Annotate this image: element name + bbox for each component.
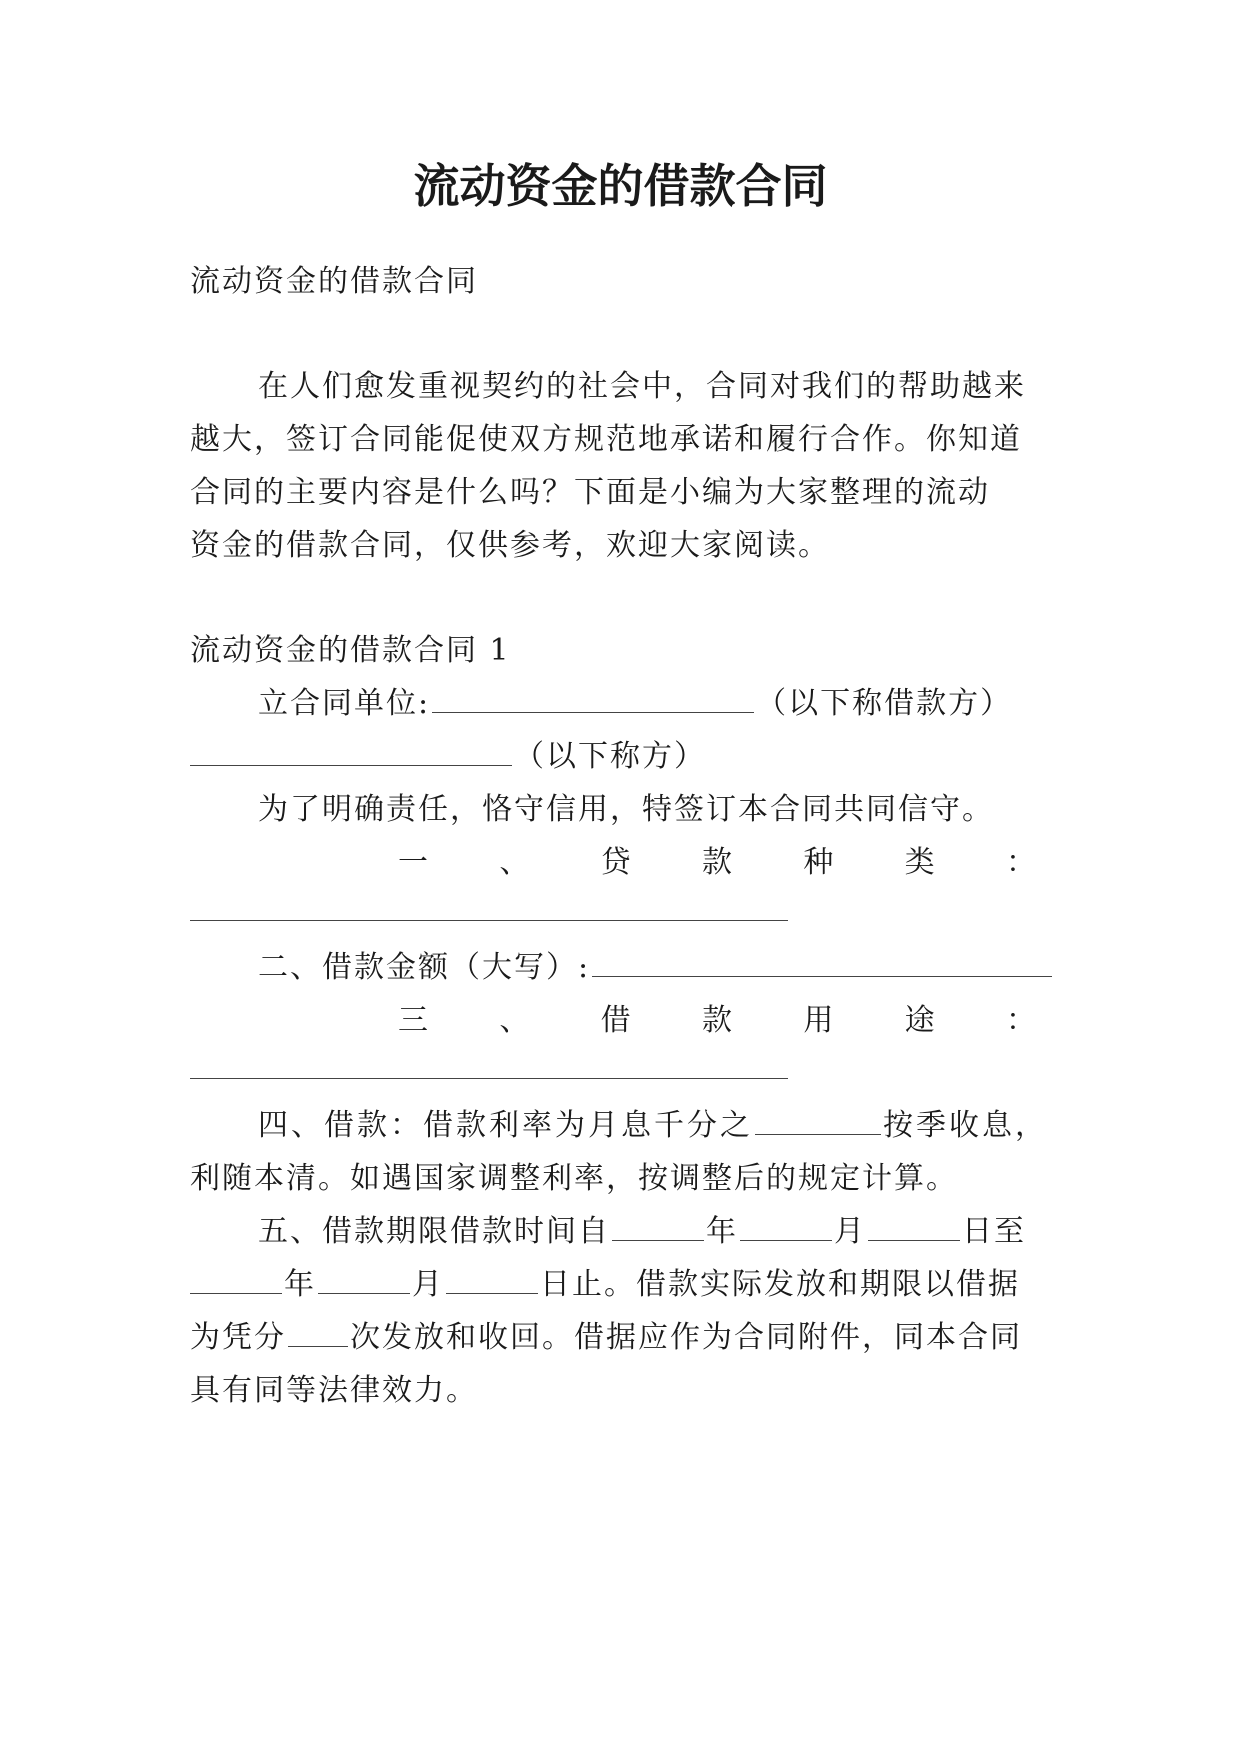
clause-3-char: 途 xyxy=(904,1003,937,1038)
day-end-text: 日止。借款实际发放和期限以借据 xyxy=(540,1267,1020,1302)
clause-3-heading xyxy=(398,1001,1038,1041)
clause-1-char: ： xyxy=(1005,845,1038,880)
clause-1-char: 贷 xyxy=(600,845,633,880)
clause-4-line-2: 利随本清。如遇国家调整利率，按调整后的规定计算。 xyxy=(190,1161,958,1196)
year-label: 年 xyxy=(284,1267,316,1302)
clause-1-heading xyxy=(398,843,1038,883)
end-month-blank xyxy=(318,1265,410,1294)
party-label: 立合同单位: xyxy=(258,686,431,721)
clause-5-line-3 xyxy=(190,1318,1050,1358)
start-year-blank xyxy=(612,1212,704,1241)
other-party-suffix: （以下称方） xyxy=(514,739,706,774)
borrower-blank xyxy=(432,684,754,713)
other-party-line xyxy=(190,737,1050,777)
section-title: 流动资金的借款合同 1 xyxy=(190,633,511,668)
clause-2-label: 二、借款金额（大写）: xyxy=(258,950,591,985)
intro-line-1: 在人们愈发重视契约的社会中，合同对我们的帮助越来 xyxy=(258,369,1026,404)
clause-1-char: 类 xyxy=(904,845,937,880)
clause-5-text-c1: 为凭分 xyxy=(190,1320,286,1355)
purpose-line: 为了明确责任，恪守信用，特签订本合同共同信守。 xyxy=(258,792,994,827)
intro-line-3: 合同的主要内容是什么吗？下面是小编为大家整理的流动 xyxy=(190,475,990,510)
clause-5-line-1 xyxy=(258,1212,1050,1252)
year-label: 年 xyxy=(706,1214,738,1249)
clause-4-text-b: 按季收息， xyxy=(883,1108,1048,1143)
clause-4-text-a: 四、借款：借款利率为月息千分之 xyxy=(258,1108,753,1143)
end-year-blank xyxy=(190,1265,282,1294)
installments-blank xyxy=(288,1318,348,1347)
clause-3-blank xyxy=(190,1078,788,1079)
clause-1-char: 种 xyxy=(803,845,836,880)
party-line xyxy=(258,684,1050,724)
other-party-blank xyxy=(190,737,512,766)
month-label: 月 xyxy=(834,1214,866,1249)
clause-3-char: 、 xyxy=(499,1003,532,1038)
clause-1-char: 款 xyxy=(701,845,734,880)
clause-3-char: 用 xyxy=(803,1003,836,1038)
interest-rate-blank xyxy=(755,1106,881,1135)
clause-3-char: 三 xyxy=(398,1003,430,1038)
clause-1-char: 、 xyxy=(499,845,532,880)
subtitle: 流动资金的借款合同 xyxy=(190,264,478,299)
clause-5-text-c2: 次发放和收回。借据应作为合同附件，同本合同 xyxy=(350,1320,1022,1355)
day-to-label: 日至 xyxy=(962,1214,1026,1249)
clause-5-text-a: 五、借款期限借款时间自 xyxy=(258,1214,610,1249)
clause-1-char: 一 xyxy=(398,845,430,880)
clause-3-char: ： xyxy=(1005,1003,1038,1038)
document-title: 流动资金的借款合同 xyxy=(413,159,828,213)
start-day-blank xyxy=(868,1212,960,1241)
borrower-suffix: （以下称借款方） xyxy=(756,686,1013,721)
intro-line-4: 资金的借款合同，仅供参考，欢迎大家阅读。 xyxy=(190,528,830,563)
clause-3-char: 款 xyxy=(701,1003,734,1038)
month-label: 月 xyxy=(412,1267,444,1302)
clause-3-char: 借 xyxy=(600,1003,633,1038)
clause-4-line-1 xyxy=(258,1106,1050,1146)
clause-2-line xyxy=(258,948,1050,988)
clause-1-blank xyxy=(190,920,788,921)
end-day-blank xyxy=(446,1265,538,1294)
clause-5-line-4: 具有同等法律效力。 xyxy=(190,1373,478,1408)
start-month-blank xyxy=(740,1212,832,1241)
clause-2-blank xyxy=(592,948,1052,977)
intro-line-2: 越大，签订合同能促使双方规范地承诺和履行合作。你知道 xyxy=(190,422,1022,457)
clause-5-line-2 xyxy=(190,1265,1050,1305)
